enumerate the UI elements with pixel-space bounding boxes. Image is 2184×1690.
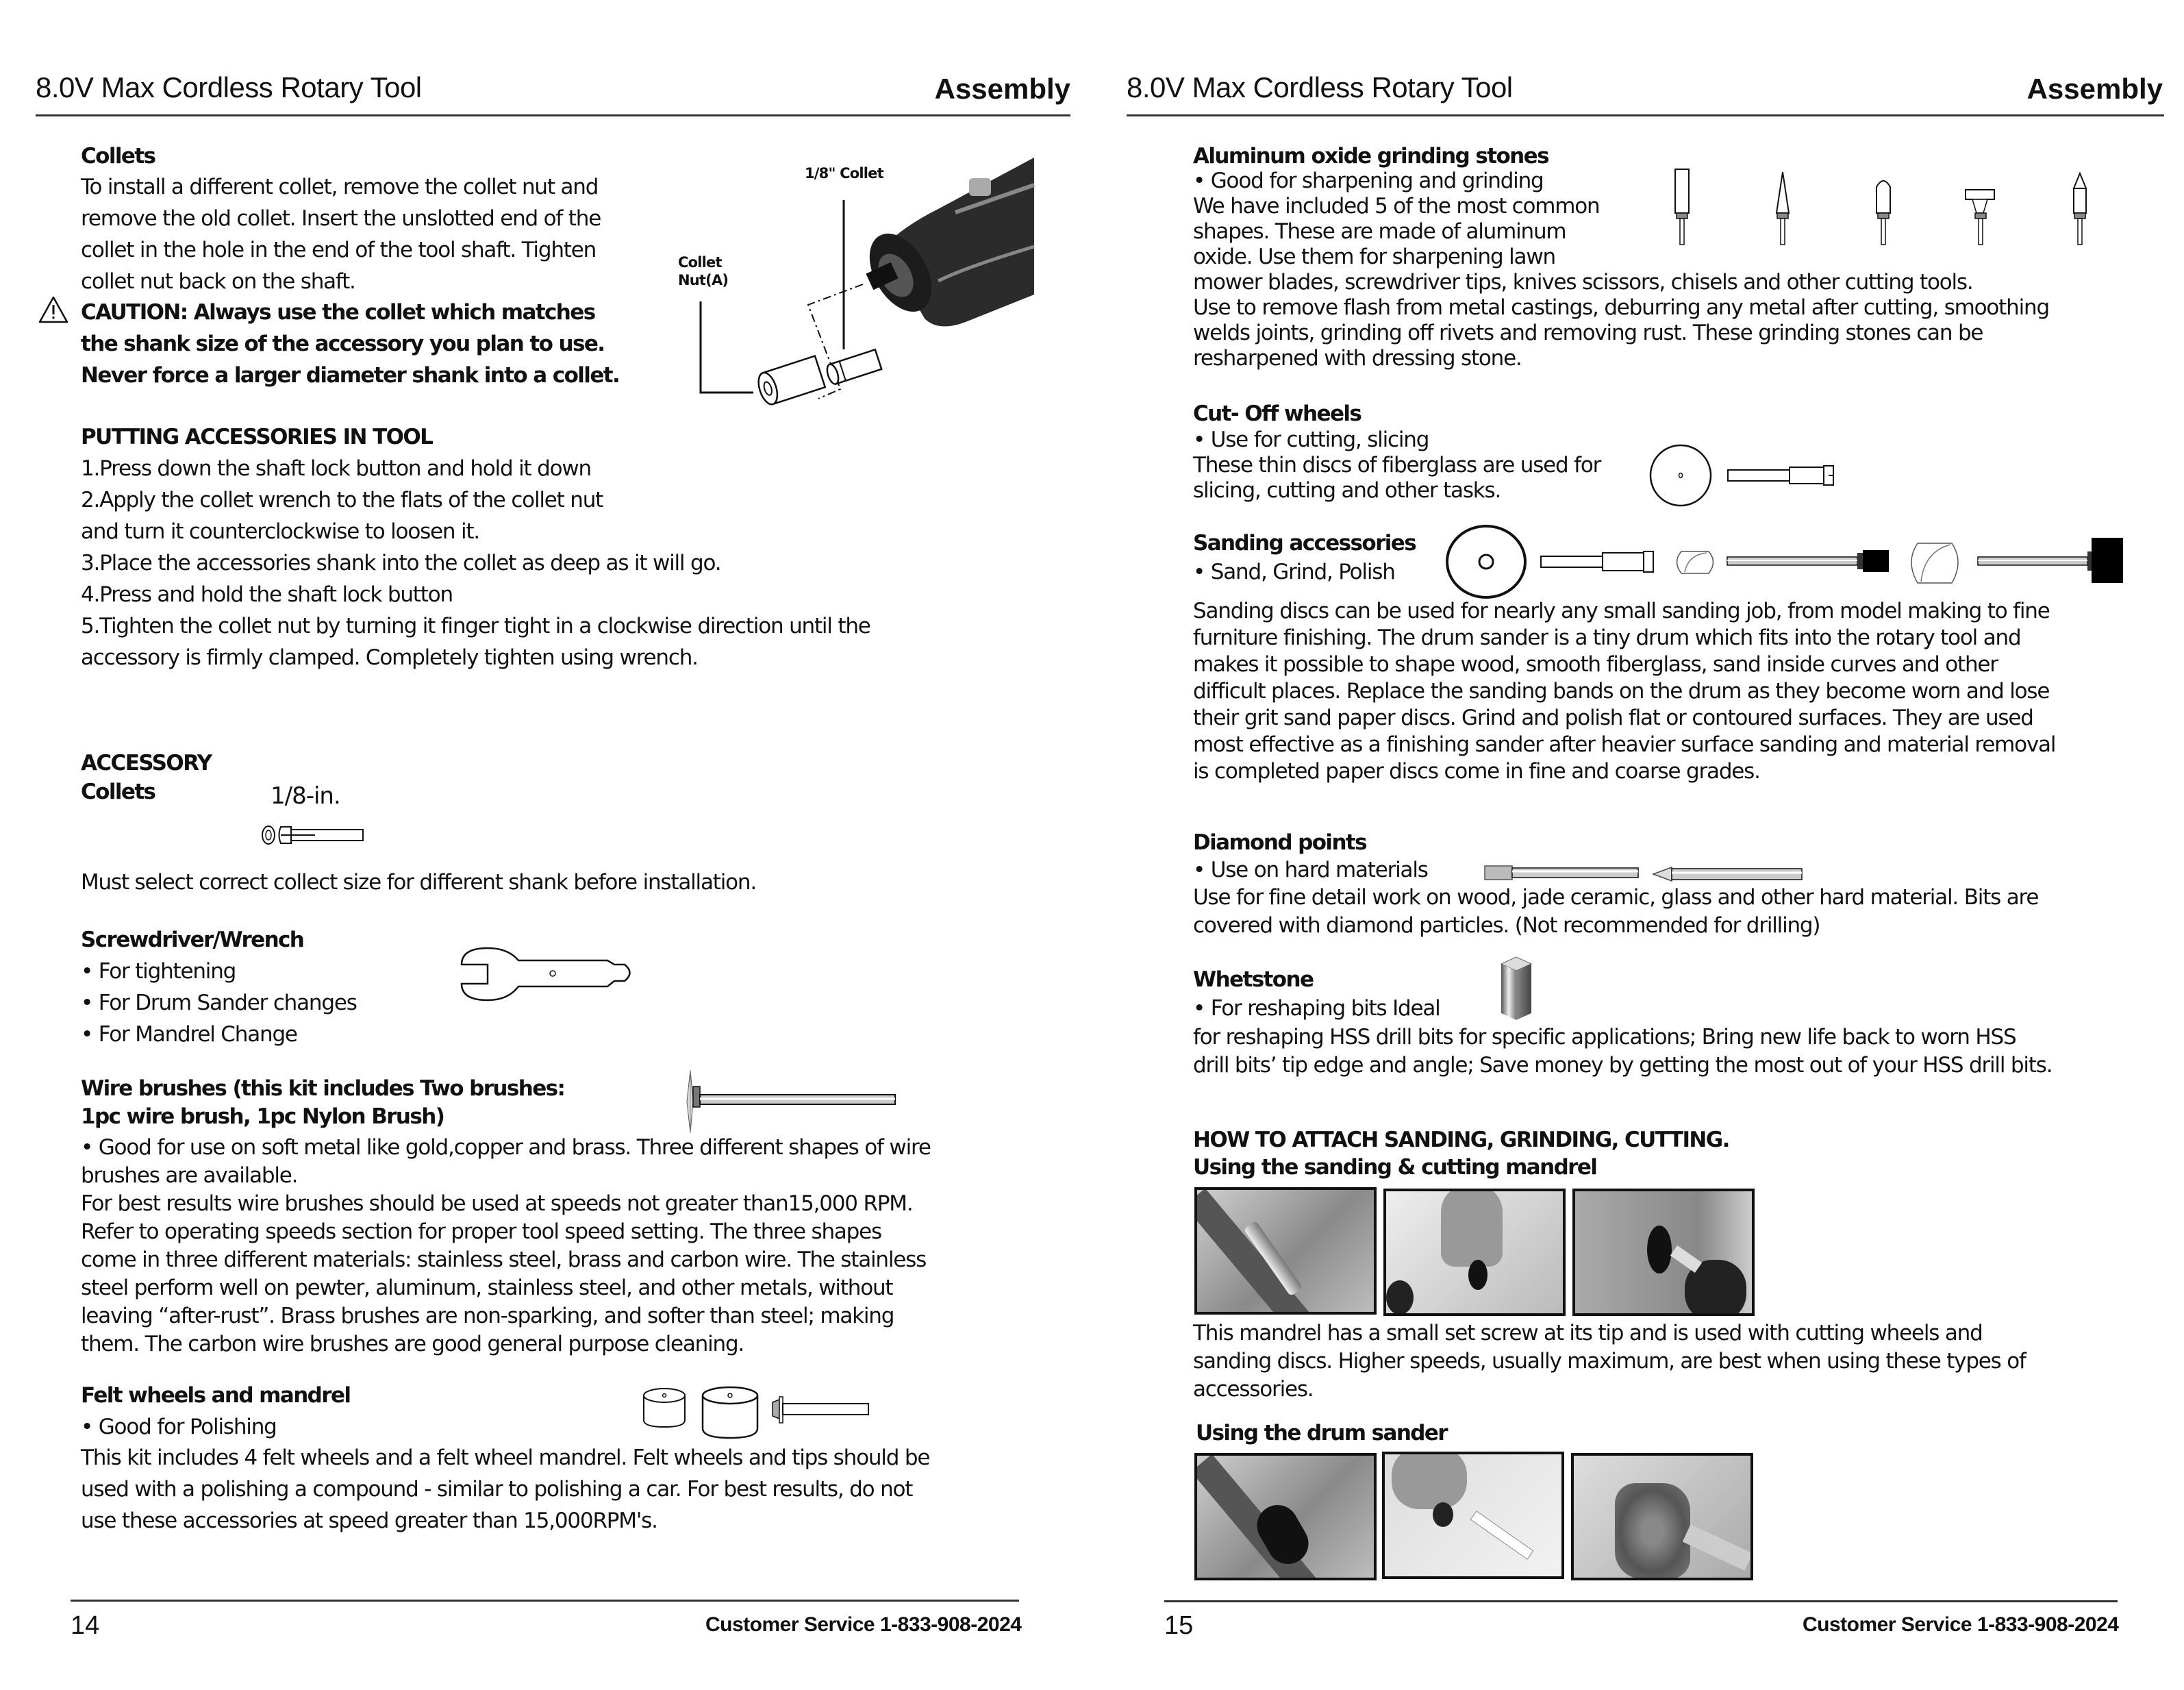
wire-brushes-line: them. The carbon wire brushes are good general purpose cleaning. — [81, 1332, 744, 1356]
felt-wheels-line: used with a polishing a compound - similar to polishing a car. For best results, do not — [81, 1477, 913, 1502]
sanding-accessories-bullet: • Sand, Grind, Polish — [1193, 560, 1395, 584]
step-line: 3.Place the accessories shank into the collet as deep as it will go. — [81, 551, 721, 575]
page15-customer-service: Customer Service 1-833-908-2024 — [1803, 1613, 2119, 1636]
step-line: 5.Tighten the collet nut by turning it finger tight in a clockwise direction until the — [81, 614, 870, 638]
wire-brush-icon — [685, 1069, 897, 1134]
diamond-points-icon — [1483, 863, 1805, 885]
cutoff-line: • Use for cutting, slicing — [1193, 427, 1429, 452]
wrench-heading: Screwdriver/Wrench — [81, 928, 304, 952]
grinding-line: Use to remove flash from metal castings, deburring any metal after cutting, smoothing — [1193, 295, 2049, 320]
page14-footer-rule — [71, 1600, 1019, 1602]
diamond-points-bullet: • Use on hard materials — [1193, 858, 1428, 882]
collet-size-label: 1/8" Collet — [805, 165, 883, 182]
page-number-15: 15 — [1164, 1611, 1194, 1640]
cutoff-line: slicing, cutting and other tasks. — [1193, 478, 1501, 503]
drum-sander-photo-2 — [1382, 1452, 1564, 1579]
grinding-line: mower blades, screwdriver tips, knives scissors, chisels and other cutting tools. — [1193, 270, 1973, 295]
grinding-stones-heading: Aluminum oxide grinding stones — [1193, 144, 1548, 169]
diamond-line: covered with diamond particles. (Not recommended for drilling) — [1193, 913, 1820, 938]
putting-accessories-heading: PUTTING ACCESSORIES IN TOOL — [81, 425, 433, 449]
felt-wheels-heading: Felt wheels and mandrel — [81, 1383, 351, 1408]
wire-brushes-line: Refer to operating speeds section for proper tool speed setting. The three shapes — [81, 1219, 881, 1244]
wrench-bullets — [81, 958, 357, 1049]
diamond-line: Use for fine detail work on wood, jade ceramic, glass and other hard material. Bits are — [1193, 885, 2039, 910]
page15-header-rule — [1127, 114, 2164, 116]
mandrel-line: accessories. — [1193, 1377, 1314, 1402]
sanding-accessories-body — [1193, 598, 2055, 785]
step-line: and turn it counterclockwise to loosen it. — [81, 519, 480, 544]
caution-line: CAUTION: Always use the collet which matches — [81, 300, 595, 325]
page15-section-label: Assembly — [2026, 73, 2163, 105]
wrench-bullet: • For Mandrel Change — [81, 1022, 297, 1047]
sanding-line: furniture finishing. The drum sander is a tiny drum which fits into the rotary tool and — [1193, 625, 2021, 650]
mandrel-subheading: Using the sanding & cutting mandrel — [1193, 1155, 1597, 1180]
collets-line: collet in the hole in the end of the tool shaft. Tighten — [81, 238, 597, 262]
felt-wheels-line: use these accessories at speed greater than 15,000RPM's. — [81, 1508, 657, 1533]
cutoff-line: These thin discs of fiberglass are used for — [1193, 453, 1601, 477]
page15-footer-rule — [1164, 1600, 2118, 1602]
wire-brushes-line: brushes are available. — [81, 1163, 298, 1188]
sanding-line: is completed paper discs come in fine and coarse grades. — [1193, 759, 1760, 784]
cutoff-wheels-heading: Cut- Off wheels — [1193, 401, 1361, 426]
accessory-heading: ACCESSORY — [81, 751, 212, 775]
sanding-line: difficult places. Replace the sanding bands on the drum as they become worn and lose — [1193, 679, 2050, 704]
collets-heading: Collets — [81, 144, 155, 169]
collet-nut-label-line1: Collet — [678, 254, 722, 271]
whetstone-heading: Whetstone — [1193, 967, 1314, 992]
grinding-line: We have included 5 of the most common — [1193, 194, 1600, 219]
whetstone-body — [1193, 1023, 2052, 1080]
collets-line: To install a different collet, remove the collet nut and — [81, 175, 599, 199]
step-line: accessory is firmly clamped. Completely tighten using wrench. — [81, 645, 698, 670]
grinding-line: • Good for sharpening and grinding — [1193, 169, 1544, 193]
wire-brushes-heading — [81, 1075, 564, 1131]
mandrel-photo-3 — [1572, 1189, 1755, 1316]
page14-header-rule — [36, 114, 1070, 116]
accessory-collets-subheading: Collets — [81, 780, 155, 804]
mandrel-body — [1193, 1319, 2026, 1404]
mandrel-photo-1 — [1194, 1187, 1377, 1315]
mandrel-line: This mandrel has a small set screw at its tip and is used with cutting wheels and — [1193, 1321, 1983, 1345]
wire-brushes-line: For best results wire brushes should be used at speeds not greater than15,000 RPM. — [81, 1191, 913, 1216]
sanding-accessories-icon — [1445, 524, 2123, 599]
step-line: 1.Press down the shaft lock button and hold it down — [81, 456, 591, 481]
wrench-icon — [460, 945, 645, 1004]
wire-brushes-line: leaving “after-rust”. Brass brushes are non-sparking, and softer than steel; making — [81, 1304, 894, 1328]
grinding-line: oxide. Use them for sharpening lawn — [1193, 245, 1555, 269]
drum-sander-subheading: Using the drum sander — [1196, 1421, 1447, 1445]
wrench-bullet: • For tightening — [81, 959, 236, 984]
collets-body — [81, 173, 601, 296]
wire-brushes-heading-line2: 1pc wire brush, 1pc Nylon Brush) — [81, 1104, 444, 1129]
step-line: 2.Apply the collet wrench to the flats of the collet nut — [81, 488, 603, 512]
page14-running-title: 8.0V Max Cordless Rotary Tool — [36, 71, 422, 103]
collet-size-value: 1/8-in. — [271, 782, 340, 810]
cutoff-wheel-icon — [1649, 444, 1855, 507]
diamond-points-heading: Diamond points — [1193, 830, 1366, 855]
warning-triangle-icon — [38, 296, 68, 323]
grinding-line: shapes. These are made of aluminum — [1193, 219, 1566, 244]
whetstone-line: drill bits’ tip edge and angle; Save money by getting the most out of your HSS drill bits. — [1193, 1053, 2053, 1078]
collet-size-note: Must select correct collect size for different shank before installation. — [81, 870, 756, 895]
collets-line: remove the old collet. Insert the unslotted end of the — [81, 206, 601, 231]
collet-nut-label-line2: Nut(A) — [678, 272, 729, 288]
felt-wheels-line: This kit includes 4 felt wheels and a felt wheel mandrel. Felt wheels and tips should be — [81, 1445, 930, 1470]
diamond-points-body — [1193, 884, 2038, 940]
wire-brushes-line: steel perform well on pewter, aluminum, stainless steel, and other metals, without — [81, 1276, 893, 1300]
wire-brushes-line: • Good for use on soft metal like gold,copper and brass. Three different shapes of wire — [81, 1135, 931, 1160]
felt-wheels-bullet: • Good for Polishing — [81, 1415, 277, 1439]
grinding-stones-icon — [1671, 168, 2109, 247]
caution-line: Never force a larger diameter shank into a collet. — [81, 363, 620, 388]
drum-sander-photo-1 — [1194, 1453, 1377, 1580]
page14-section-label: Assembly — [934, 73, 1070, 105]
wire-brushes-body — [81, 1134, 931, 1358]
grinding-line: resharpened with dressing stone. — [1193, 346, 1522, 371]
sanding-line: Sanding discs can be used for nearly any small sanding job, from model making to fine — [1193, 599, 2050, 623]
mandrel-photo-2 — [1383, 1189, 1566, 1316]
wire-brushes-heading-line1: Wire brushes (this kit includes Two brushes: — [81, 1076, 565, 1101]
caution-line: the shank size of the accessory you plan to use. — [81, 332, 605, 356]
cutoff-wheels-body — [1193, 427, 1601, 504]
grinding-line: welds joints, grinding off rivets and removing rust. These grinding stones can be — [1193, 321, 1983, 345]
rotary-tool-collet-diagram — [678, 144, 1068, 404]
collets-line: collet nut back on the shaft. — [81, 269, 355, 294]
page15-running-title: 8.0V Max Cordless Rotary Tool — [1127, 71, 1513, 103]
whetstone-line: for reshaping HSS drill bits for specific applications; Bring new life back to worn HSS — [1193, 1025, 2016, 1049]
whetstone-bullet: • For reshaping bits Ideal — [1193, 996, 1440, 1021]
sanding-line: most effective as a finishing sander after heavier surface sanding and material removal — [1193, 732, 2056, 757]
mandrel-line: sanding discs. Higher speeds, usually maximum, are best when using these types of — [1193, 1349, 2026, 1374]
how-to-attach-heading: HOW TO ATTACH SANDING, GRINDING, CUTTING. — [1193, 1128, 1729, 1152]
drum-sander-photo-3 — [1571, 1453, 1753, 1580]
wrench-bullet: • For Drum Sander changes — [81, 991, 357, 1015]
felt-wheels-body — [81, 1444, 929, 1535]
sanding-accessories-heading: Sanding accessories — [1193, 531, 1416, 556]
wire-brushes-line: come in three different materials: stainless steel, brass and carbon wire. The stainless — [81, 1247, 927, 1272]
step-line: 4.Press and hold the shaft lock button — [81, 582, 453, 607]
page-number-14: 14 — [71, 1611, 100, 1640]
caution-block — [81, 299, 619, 390]
putting-accessories-steps — [81, 455, 870, 672]
page14-customer-service: Customer Service 1-833-908-2024 — [705, 1613, 1022, 1636]
sanding-line: makes it possible to shape wood, smooth fiberglass, sand inside curves and other — [1193, 652, 1998, 677]
collet-icon — [260, 824, 366, 846]
felt-wheels-icon — [642, 1387, 916, 1442]
sanding-line: their grit sand paper discs. Grind and polish flat or contoured surfaces. They are used — [1193, 706, 2033, 730]
whetstone-icon — [1498, 956, 1534, 1021]
